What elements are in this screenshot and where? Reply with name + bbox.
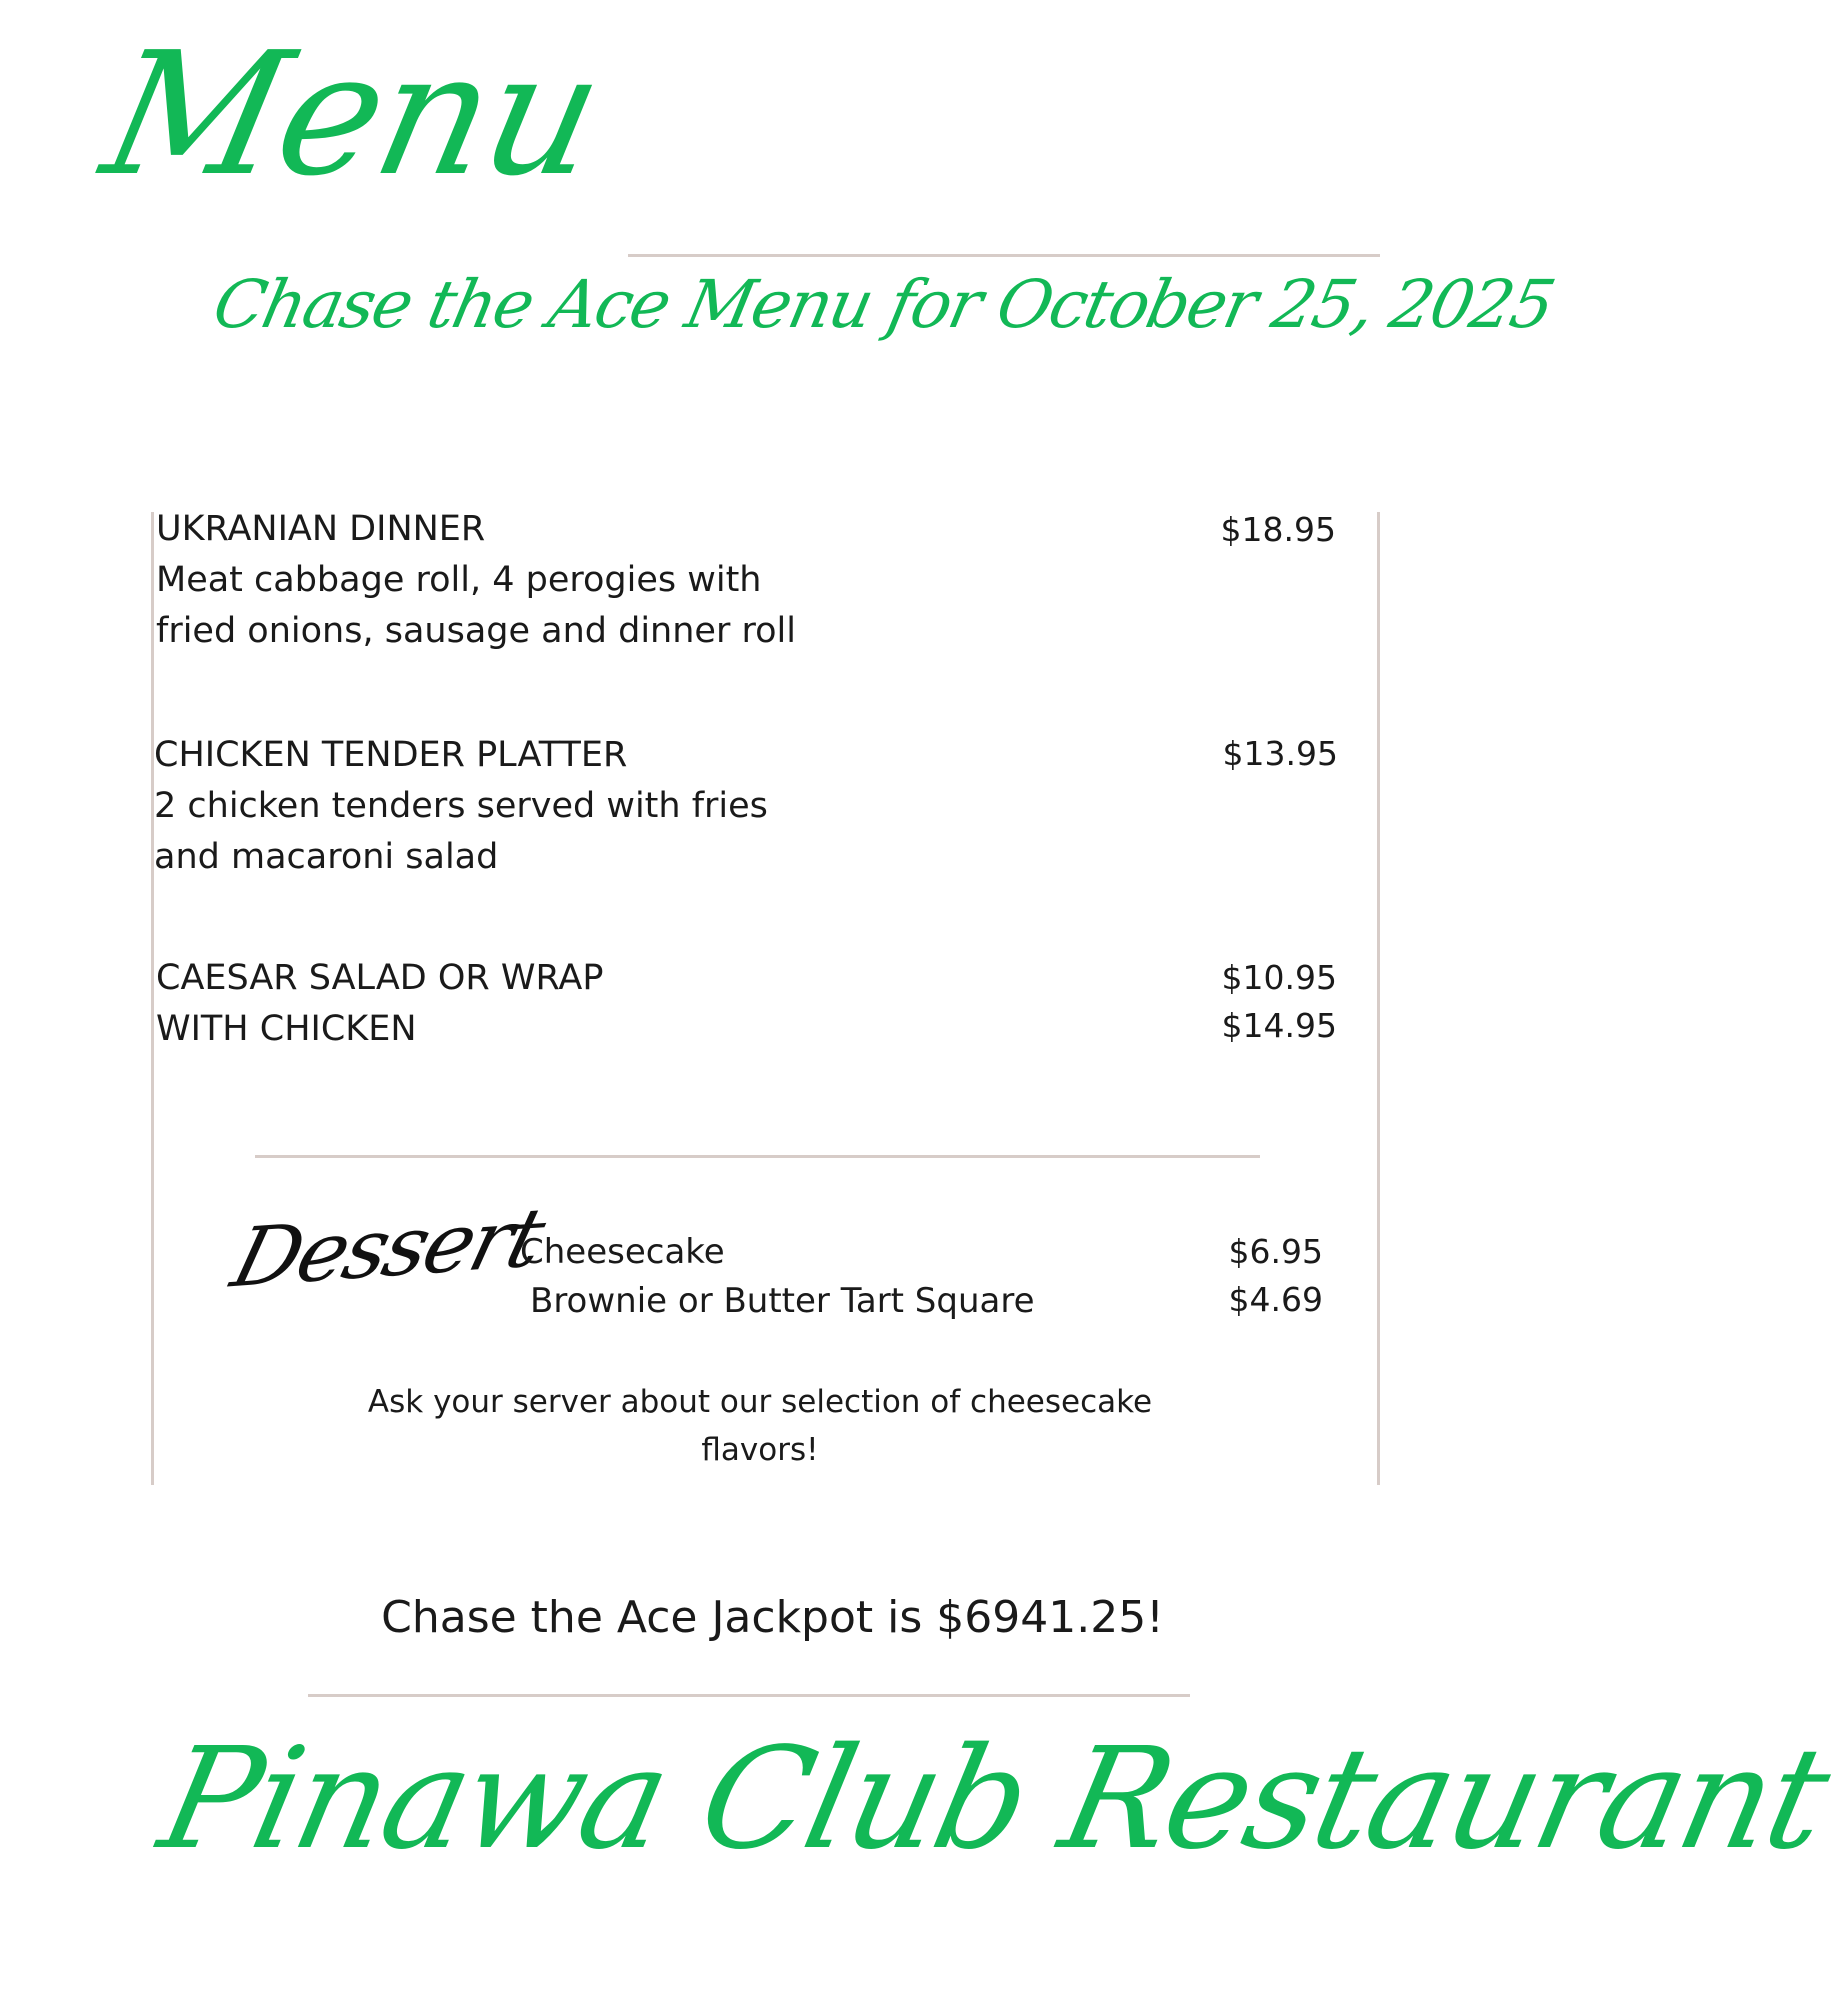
menu-item <box>156 953 603 1055</box>
jackpot-text: Chase the Ace Jackpot is $6941.25! <box>381 1592 1164 1643</box>
item-name: UKRANIAN DINNER <box>156 509 486 549</box>
menu-title: Menu <box>88 16 617 214</box>
item-name: CAESAR SALAD OR WRAP <box>156 958 604 998</box>
item-description: Meat cabbage roll, 4 perogies with <box>156 560 762 600</box>
dessert-item-name: Cheesecake <box>520 1232 725 1272</box>
dessert-heading: Dessert <box>223 1190 552 1307</box>
note-line: flavors! <box>701 1432 819 1468</box>
dessert-item-price: $4.69 <box>1228 1280 1323 1319</box>
item-price-with-chicken: $14.95 <box>1221 1006 1337 1045</box>
menu-box-right-border <box>1377 512 1380 1485</box>
note-line: Ask your server about our selection of cheesecake <box>367 1384 1153 1420</box>
menu-item <box>154 730 768 883</box>
restaurant-name: Pinawa Club Restaurant <box>147 1718 1840 1881</box>
dessert-note <box>250 1378 1270 1474</box>
dessert-divider <box>255 1155 1260 1158</box>
item-price: $13.95 <box>1222 734 1338 773</box>
header-divider <box>628 254 1380 257</box>
dessert-item-name: Brownie or Butter Tart Square <box>530 1281 1035 1321</box>
dessert-item-price: $6.95 <box>1228 1232 1323 1271</box>
item-price: $18.95 <box>1220 510 1336 549</box>
item-description: 2 chicken tenders served with fries <box>154 786 768 826</box>
footer-divider <box>308 1694 1190 1697</box>
menu-box-left-border <box>151 512 154 1485</box>
item-name-line-2: WITH CHICKEN <box>156 1009 417 1049</box>
menu-item <box>156 504 796 657</box>
item-name: CHICKEN TENDER PLATTER <box>154 735 628 775</box>
item-description: and macaroni salad <box>154 837 499 877</box>
item-price: $10.95 <box>1221 958 1337 997</box>
item-description: fried onions, sausage and dinner roll <box>156 611 796 651</box>
menu-subtitle: Chase the Ace Menu for October 25, 2025 <box>206 266 1560 343</box>
